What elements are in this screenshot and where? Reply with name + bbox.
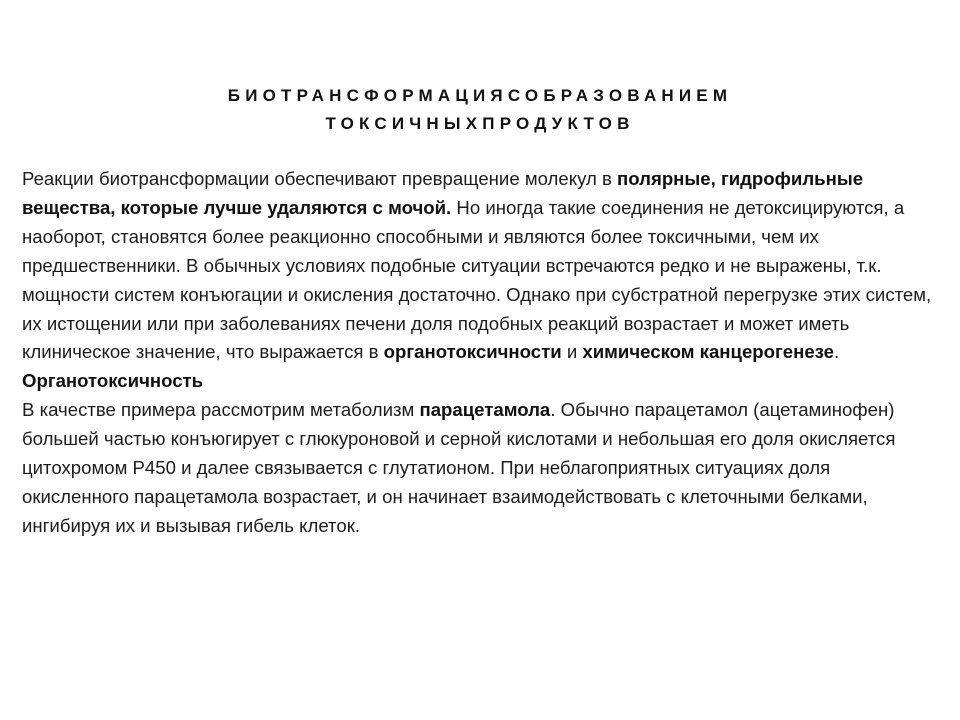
paragraph-intro-text-4: .	[834, 341, 840, 363]
title-line-1: БИОТРАНСФОРМАЦИЯСОБРАЗОВАНИЕМ	[227, 86, 733, 105]
paragraph-intro-text-2: Но иногда такие соединения не детоксицируются, а наоборот, становятся более реакционно способными и являются более токсичными, чем их предшественники. В обычных условиях подобные ситуации встречаются редко и не выражены, т.к. мощности систем конъюгации и окисления достаточно. Однако при субстратной перегрузке этих систем, их истощении или при заболеваниях печени доля подобных реакций возрастает и может иметь клиническое значение, что выражается в	[22, 196, 932, 363]
paragraph-example-text-1: В качестве примера рассмотрим метаболизм	[22, 399, 420, 421]
paragraph-example-text-2: . Обычно парацетамол (ацетаминофен) большей частью конъюгирует с глюкуроновой и серной кислотами и небольшая его доля окисляется цитохромом Р450 и далее связывается с глутатионом. При неблагоприятных ситуациях доля окисленного парацетамола возрастает, и он начинает взаимодействовать с клеточными белками, ингибируя их и вызывая гибель клеток.	[22, 399, 896, 536]
paragraph-intro-bold-1: полярные, гидрофильные вещества, которые лучше удаляются с мочой.	[22, 168, 864, 218]
title-line-2: ТОКСИЧНЫХПРОДУКТОВ	[325, 114, 635, 133]
slide-body	[22, 165, 937, 541]
section-heading: Органотоксичность	[22, 370, 204, 392]
paragraph-example	[22, 396, 937, 541]
paragraph-intro	[22, 165, 937, 367]
paragraph-intro-bold-3: химическом канцерогенезе	[582, 341, 835, 363]
paragraph-example-bold-1: парацетамола	[419, 399, 551, 421]
paragraph-intro-text-3: и	[561, 341, 583, 363]
paragraph-intro-bold-2: органотоксичности	[383, 341, 562, 363]
slide-title	[0, 82, 960, 138]
paragraph-intro-text-1: Реакции биотрансформации обеспечивают превращение молекул в	[22, 168, 618, 189]
